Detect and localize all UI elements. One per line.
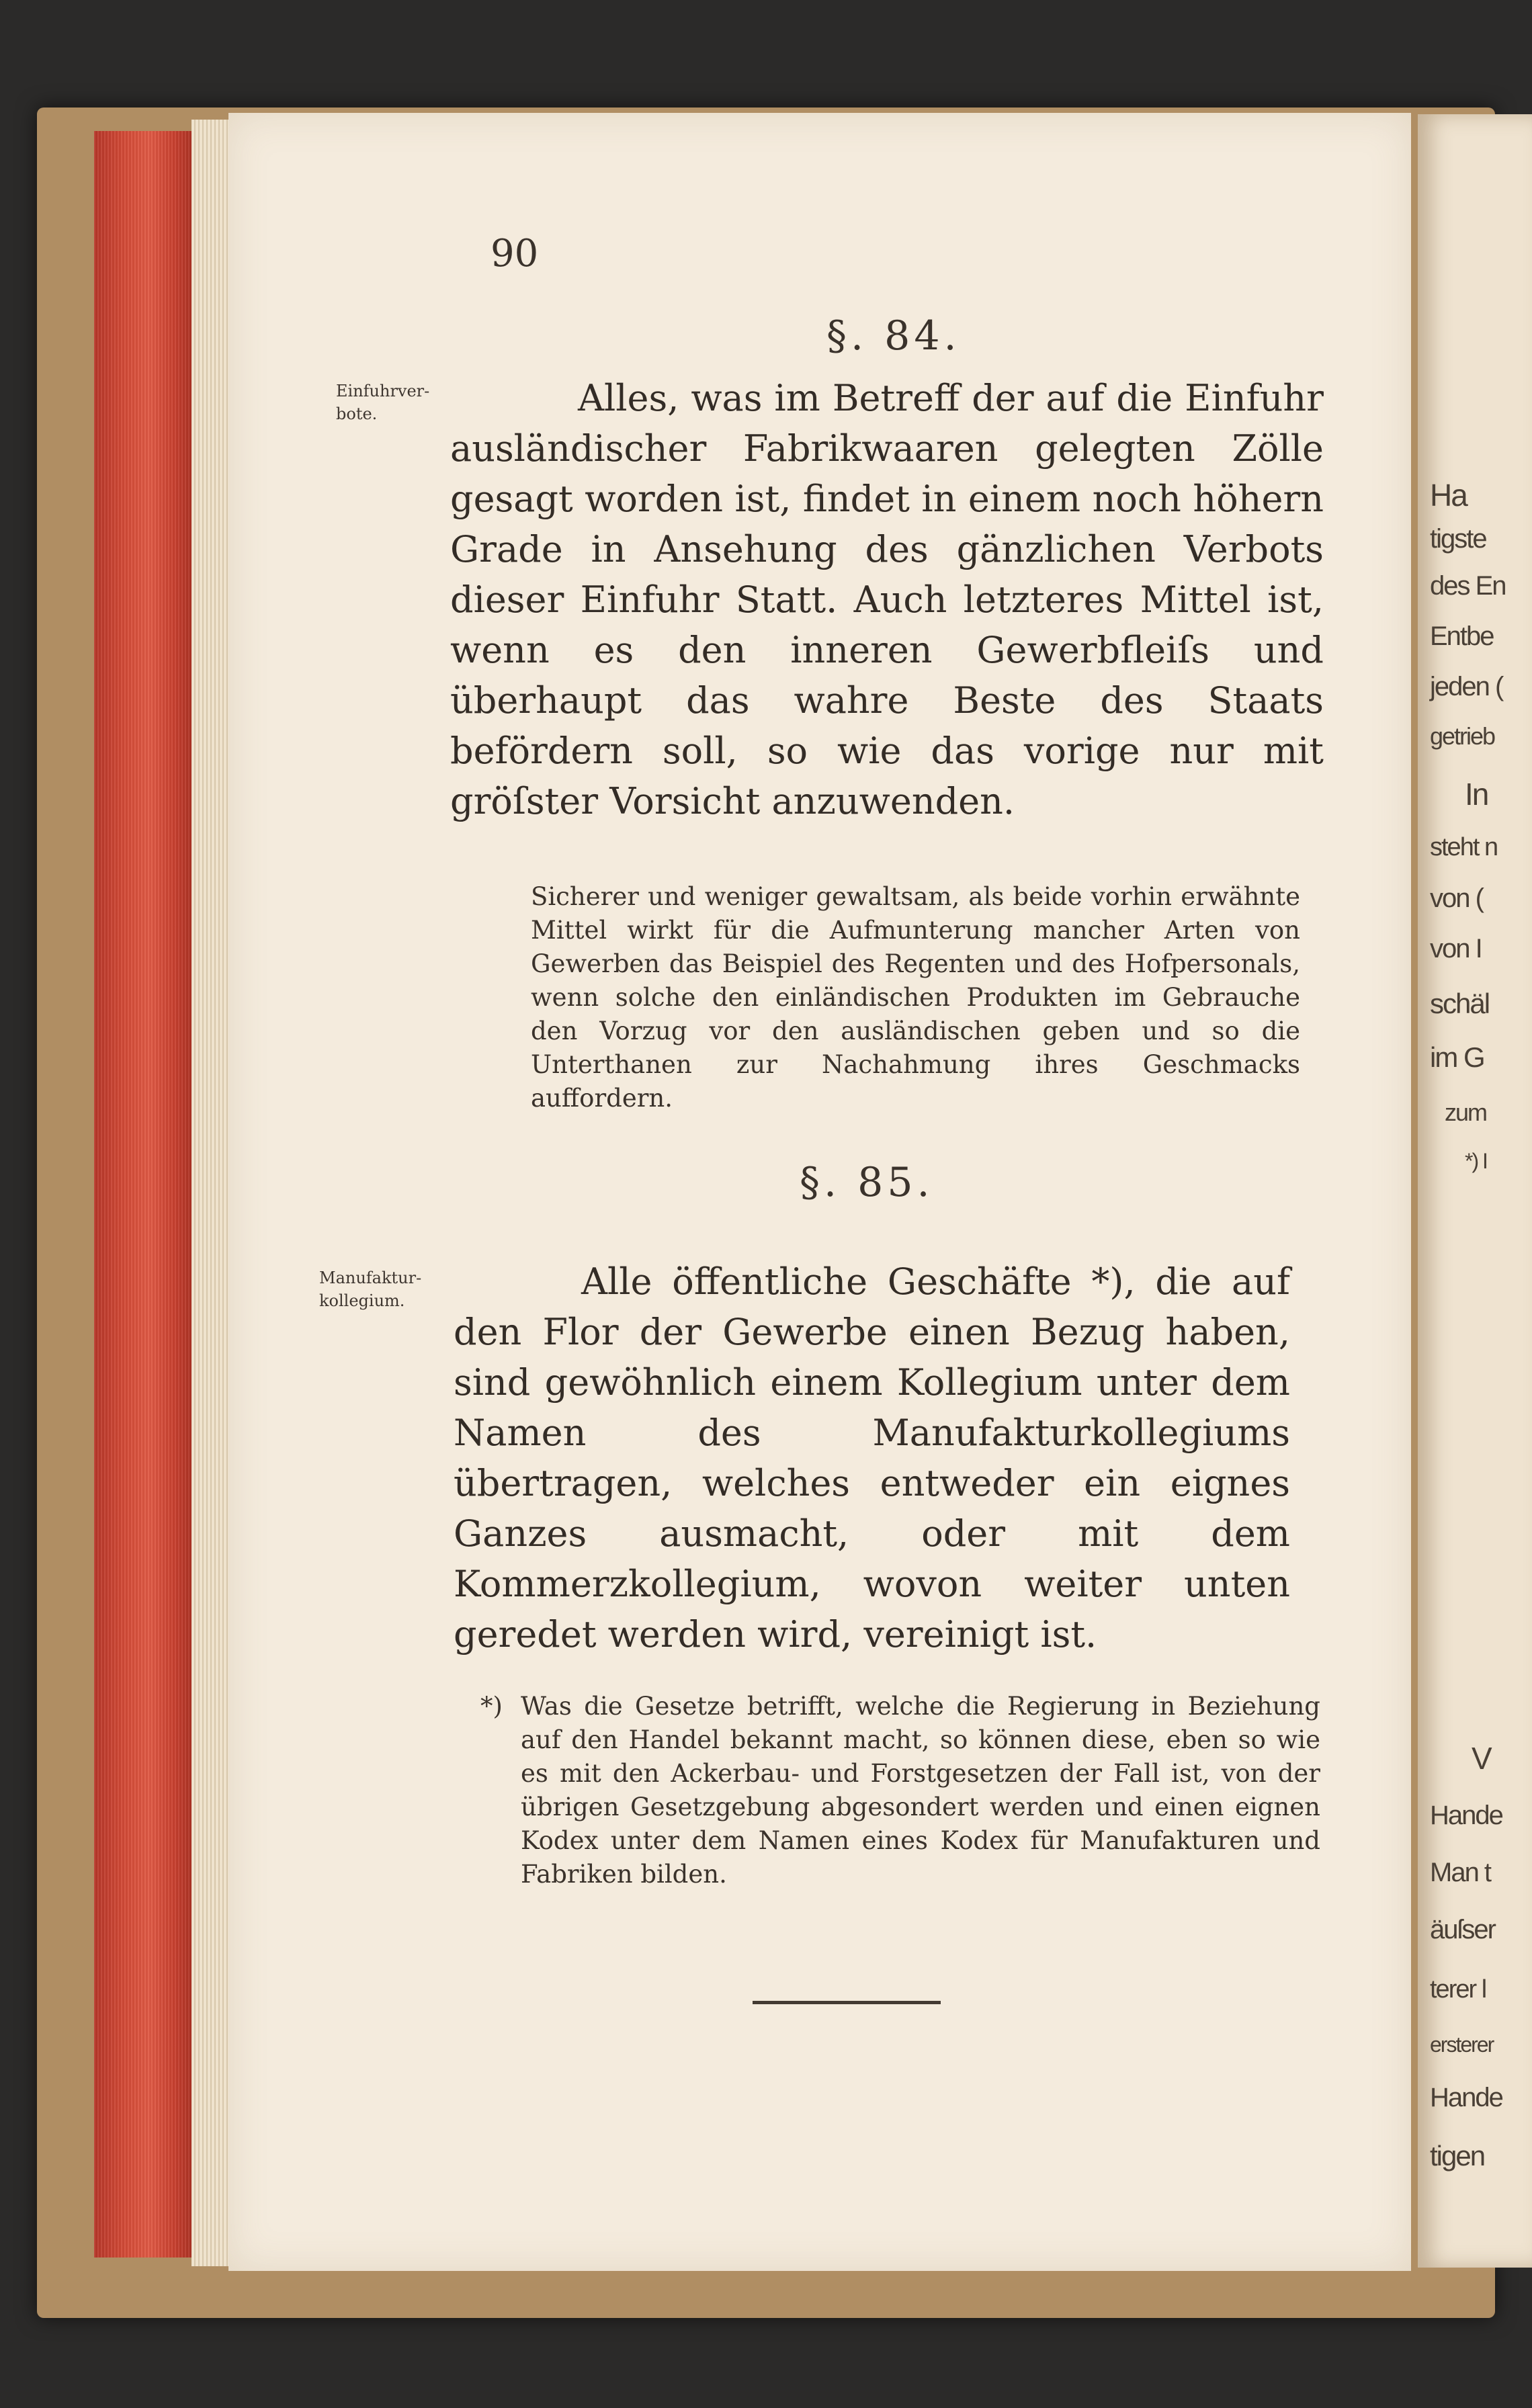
facing-page-fragment: Entbe <box>1430 621 1494 651</box>
facing-page-fragment: zum <box>1445 1099 1487 1126</box>
section-note: Sicherer und weniger gewaltsam, als beide vorhin erwähnte Mittel wirkt für die Aufmunterung mancher Arten von Gewerben das Beispiel des Regenten und des Hofpersonals, wenn solche den einländischen Produkten im Gebrauche den Vorzug vor den ausländischen geben und so die Unterthanen zur Nachahmung ihres Geschmacks auffordern. <box>531 882 1300 1113</box>
facing-page-fragment: von ( <box>1430 884 1483 913</box>
facing-page-fragment: Hande <box>1430 1801 1502 1830</box>
facing-page-fragment: schäl <box>1430 988 1490 1019</box>
section-paragraph: Alle öffentliche Geschäfte *), die auf den Flor der Gewerbe einen Bezug haben, sind gewöhnlich einem Kollegium unter dem Namen des Manufakturkollegiums übertragen, welches entweder ein eignes Ganzes ausmacht, oder mit dem Kommerzkollegium, wovon weiter unten geredet werden wird, vereinigt ist. <box>454 1260 1290 1656</box>
section-heading: §. 85. <box>800 1159 934 1206</box>
facing-page <box>1418 114 1532 2268</box>
facing-page-fragment: In <box>1465 777 1488 812</box>
page-leaves <box>192 120 232 2266</box>
footnote-text: Was die Gesetze betrifft, welche die Regierung in Beziehung auf den Handel bekannt macht, so können diese, eben so wie es mit den Ackerbau- und Forstgesetzen der Fall ist, von der übrigen Gesetzgebung abgesondert werden und einen eignen Kodex unter dem Namen eines Kodex für Manufakturen und Fabriken bilden. <box>521 1692 1320 1889</box>
facing-page-fragment: von I <box>1430 934 1482 963</box>
facing-page-fragment: terer l <box>1430 1975 1486 2004</box>
facing-page-fragment: Ha <box>1430 478 1467 513</box>
facing-page-fragment: Man t <box>1430 1858 1491 1887</box>
facing-page-fragment: jeden ( <box>1430 672 1503 701</box>
page-number: 90 <box>491 232 539 275</box>
facing-page-fragment: tigen <box>1430 2140 1485 2172</box>
facing-page-fragment: *) I <box>1465 1149 1487 1173</box>
facing-page-fragment: steht n <box>1430 833 1498 861</box>
section-heading: §. 84. <box>826 312 961 359</box>
facing-page-fragment: Hande <box>1430 2083 1502 2112</box>
footnote-mark: *) <box>480 1692 503 1721</box>
facing-page-fragment: tigste <box>1430 524 1486 554</box>
footnote <box>480 1690 1320 1891</box>
section-paragraph: Alles, was im Betreff der auf die Einfuhr ausländischer Fabrikwaaren gelegten Zölle gesagt worden ist, findet in einem noch höhern Grade in Ansehung des gänzlichen Verbots dieser Einfuhr Statt. Auch letzteres Mittel ist, wenn es den inneren Gewerbfleiſs und überhaupt das wahre Beste des Staats befördern soll, so wie das vorige nur mit gröſster Vorsicht anzuwenden. <box>450 377 1324 822</box>
facing-page-fragment: V <box>1472 1741 1491 1776</box>
closing-rule <box>753 2001 941 2004</box>
red-page-edge <box>94 131 195 2258</box>
facing-page-fragment: getrieb <box>1430 722 1495 750</box>
marginal-note: Manufaktur- kollegium. <box>319 1268 422 1310</box>
facing-page-fragment: im G <box>1430 1041 1484 1073</box>
facing-page-fragment: ersterer <box>1430 2032 1494 2057</box>
facing-page-fragment: des En <box>1430 571 1506 601</box>
marginal-note: Einfuhrver- bote. <box>336 382 430 423</box>
facing-page-fragment: äuſser <box>1430 1915 1495 1944</box>
